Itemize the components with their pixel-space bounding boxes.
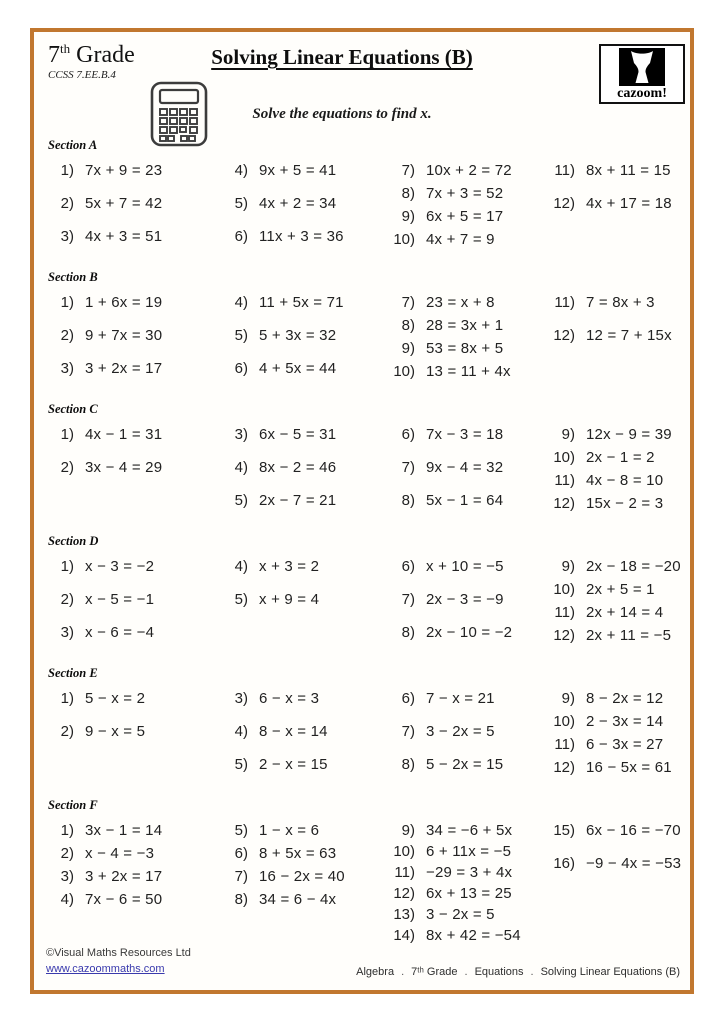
equation-item — [389, 363, 549, 381]
item-number: 12) — [553, 495, 575, 512]
equation-item — [222, 492, 389, 510]
equation-item — [48, 195, 222, 213]
item-number: 16) — [553, 855, 575, 872]
equation-text: 3 − 2x = 5 — [426, 723, 495, 740]
item-number: 2) — [60, 327, 74, 344]
equation-column — [549, 426, 684, 518]
equation-column — [389, 690, 549, 789]
equation-item — [222, 868, 389, 886]
equation-item — [222, 360, 389, 378]
equation-text: 9 + 7x = 30 — [85, 327, 163, 344]
grade-number: 7 — [48, 42, 60, 68]
section-label: Section E — [48, 666, 98, 680]
item-number: 8) — [401, 317, 415, 334]
equation-text: 2 − x = 15 — [259, 756, 328, 773]
equation-column — [222, 690, 389, 789]
equation-item — [389, 340, 549, 358]
equation-item — [549, 162, 684, 180]
equation-item — [549, 736, 684, 754]
item-number: 11) — [554, 472, 575, 489]
breadcrumb-item: Solving Linear Equations (B) — [540, 966, 680, 978]
item-number: 5) — [234, 195, 248, 212]
equation-item — [222, 162, 389, 180]
item-number: 3) — [234, 690, 248, 707]
equation-text: x + 3 = 2 — [259, 558, 320, 575]
item-number: 4) — [234, 162, 248, 179]
section-label: Section A — [48, 138, 98, 152]
section-b — [48, 270, 684, 393]
equation-item — [222, 845, 389, 863]
equation-text: 12 = 7 + 15x — [586, 327, 672, 344]
equation-item — [222, 591, 389, 609]
item-number: 10) — [393, 363, 415, 380]
item-number: 2) — [60, 591, 74, 608]
equation-item — [222, 459, 389, 477]
equation-text: 10x + 2 = 72 — [426, 162, 512, 179]
equation-text: 4x − 1 = 31 — [85, 426, 163, 443]
item-number: 6) — [234, 845, 248, 862]
equation-text: 23 = x + 8 — [426, 294, 495, 311]
equation-text: 5x + 7 = 42 — [85, 195, 163, 212]
equation-text: 11 + 5x = 71 — [259, 294, 344, 311]
equation-text: 2x − 10 = −2 — [426, 624, 513, 641]
equation-item — [389, 723, 549, 741]
item-number: 4) — [234, 558, 248, 575]
equation-column — [389, 822, 549, 948]
equation-item — [48, 868, 222, 886]
item-number: 5) — [234, 756, 248, 773]
equation-text: 3 − 2x = 5 — [426, 906, 495, 923]
equation-item — [222, 426, 389, 444]
equation-item — [389, 558, 549, 576]
equation-text: 6x + 5 = 17 — [426, 208, 504, 225]
item-number: 1) — [60, 558, 74, 575]
item-number: 11) — [554, 604, 575, 621]
equation-text: x − 4 = −3 — [85, 845, 155, 862]
equation-item — [48, 624, 222, 642]
item-number: 3) — [60, 360, 74, 377]
section-a — [48, 138, 684, 261]
item-number: 7) — [234, 868, 248, 885]
footer-left — [46, 946, 191, 978]
equation-item — [48, 891, 222, 909]
section-label: Section D — [48, 534, 99, 548]
equation-text: 6x − 16 = −70 — [586, 822, 681, 839]
equation-text: 16 − 2x = 40 — [259, 868, 345, 885]
equation-text: −29 = 3 + 4x — [426, 864, 513, 881]
equation-item — [389, 426, 549, 444]
item-number: 8) — [401, 185, 415, 202]
grade-ordinal: th — [60, 41, 71, 56]
item-number: 9) — [401, 340, 415, 357]
equation-item — [48, 690, 222, 708]
item-number: 7) — [401, 723, 415, 740]
equation-column — [222, 294, 389, 393]
equation-column — [48, 690, 222, 756]
item-number: 4) — [234, 723, 248, 740]
equation-text: 8x + 11 = 15 — [586, 162, 671, 179]
section-grid — [48, 822, 684, 948]
cazoom-logo — [599, 44, 685, 104]
equation-text: 11x + 3 = 36 — [259, 228, 344, 245]
equation-item — [549, 294, 684, 312]
equation-text: 4 + 5x = 44 — [259, 360, 337, 377]
equation-item — [222, 195, 389, 213]
equation-item — [48, 360, 222, 378]
equation-text: 2x + 5 = 1 — [586, 581, 655, 598]
equation-item — [549, 713, 684, 731]
equation-column — [549, 558, 684, 650]
item-number: 6) — [234, 228, 248, 245]
equation-text: 3x − 4 = 29 — [85, 459, 163, 476]
equation-text: 6 + 11x = −5 — [426, 843, 512, 860]
equation-text: 16 − 5x = 61 — [586, 759, 672, 776]
equation-item — [549, 581, 684, 599]
item-number: 10) — [553, 713, 575, 730]
item-number: 4) — [234, 459, 248, 476]
equation-item — [222, 822, 389, 840]
equation-column — [48, 162, 222, 261]
equation-item — [549, 690, 684, 708]
item-number: 4) — [60, 891, 74, 908]
equation-item — [389, 843, 549, 861]
item-number: 9) — [561, 426, 575, 443]
equation-item — [389, 690, 549, 708]
equation-text: 4x + 2 = 34 — [259, 195, 337, 212]
equation-text: 34 = −6 + 5x — [426, 822, 513, 839]
equation-item — [222, 327, 389, 345]
equation-text: x − 6 = −4 — [85, 624, 155, 641]
breadcrumb-item: 7ᵗʰ Grade — [411, 966, 458, 978]
item-number: 10) — [553, 581, 575, 598]
section-grid — [48, 426, 684, 525]
equation-column — [222, 822, 389, 914]
item-number: 11) — [394, 864, 415, 881]
item-number: 2) — [60, 845, 74, 862]
item-number: 3) — [60, 228, 74, 245]
equation-column — [549, 690, 684, 782]
equation-item — [549, 495, 684, 513]
equation-text: 2x − 3 = −9 — [426, 591, 504, 608]
drum-icon — [619, 48, 665, 86]
website-link[interactable]: www.cazoommaths.com — [46, 963, 165, 976]
equation-column — [389, 162, 549, 254]
item-number: 9) — [561, 690, 575, 707]
item-number: 2) — [60, 195, 74, 212]
item-number: 12) — [553, 195, 575, 212]
item-number: 9) — [401, 208, 415, 225]
item-number: 6) — [401, 426, 415, 443]
equation-text: 3 + 2x = 17 — [85, 868, 163, 885]
equation-item — [48, 822, 222, 840]
equation-text: 7x − 3 = 18 — [426, 426, 504, 443]
item-number: 10) — [553, 449, 575, 466]
item-number: 10) — [393, 843, 415, 860]
equation-column — [48, 558, 222, 657]
equation-item — [222, 723, 389, 741]
item-number: 4) — [234, 294, 248, 311]
equation-text: 12x − 9 = 39 — [586, 426, 672, 443]
equation-text: 3 + 2x = 17 — [85, 360, 163, 377]
equation-item — [48, 845, 222, 863]
item-number: 7) — [401, 591, 415, 608]
item-number: 5) — [234, 591, 248, 608]
equation-item — [389, 927, 549, 945]
equation-item — [549, 822, 684, 840]
breadcrumb — [356, 966, 680, 978]
equation-text: 2x + 11 = −5 — [586, 627, 672, 644]
equation-text: 5x − 1 = 64 — [426, 492, 504, 509]
section-c — [48, 402, 684, 525]
item-number: 8) — [401, 492, 415, 509]
equation-text: 7x − 6 = 50 — [85, 891, 163, 908]
equation-text: 2x + 14 = 4 — [586, 604, 664, 621]
item-number: 11) — [554, 162, 575, 179]
breadcrumb-separator: . — [464, 966, 468, 978]
equation-text: 2x − 1 = 2 — [586, 449, 655, 466]
equation-item — [222, 228, 389, 246]
grade-word: Grade — [70, 42, 135, 68]
page-title: Solving Linear Equations (B) — [211, 45, 473, 69]
equation-column — [222, 426, 389, 525]
equation-text: 8 − x = 14 — [259, 723, 328, 740]
section-d — [48, 534, 684, 657]
section-label: Section C — [48, 402, 98, 416]
equation-text: x − 5 = −1 — [85, 591, 155, 608]
equation-text: 9x − 4 = 32 — [426, 459, 504, 476]
equation-item — [549, 472, 684, 490]
equation-item — [549, 449, 684, 467]
equation-item — [389, 231, 549, 249]
equation-item — [48, 558, 222, 576]
item-number: 10) — [393, 231, 415, 248]
section-grid — [48, 294, 684, 393]
equation-item — [222, 756, 389, 774]
equation-text: 7 − x = 21 — [426, 690, 495, 707]
worksheet-page — [30, 28, 694, 994]
item-number: 2) — [60, 459, 74, 476]
item-number: 13) — [393, 906, 415, 923]
equation-text: x − 3 = −2 — [85, 558, 155, 575]
item-number: 3) — [60, 624, 74, 641]
item-number: 8) — [401, 756, 415, 773]
item-number: 1) — [60, 426, 74, 443]
equation-item — [389, 208, 549, 226]
equation-column — [549, 162, 684, 228]
equation-item — [389, 756, 549, 774]
instructions-text: Solve the equations to find x. — [252, 106, 432, 122]
section-grid — [48, 690, 684, 789]
breadcrumb-item: Equations — [474, 966, 524, 978]
item-number: 5) — [234, 822, 248, 839]
equation-column — [222, 558, 389, 624]
equation-column — [389, 558, 549, 657]
equation-text: 4x + 3 = 51 — [85, 228, 163, 245]
breadcrumb-item: Algebra — [356, 966, 395, 978]
equation-text: 34 = 6 − 4x — [259, 891, 337, 908]
equation-item — [389, 492, 549, 510]
item-number: 11) — [554, 736, 575, 753]
equation-item — [389, 459, 549, 477]
equation-text: 28 = 3x + 1 — [426, 317, 504, 334]
section-f — [48, 798, 684, 948]
equation-text: 2 − 3x = 14 — [586, 713, 664, 730]
item-number: 3) — [60, 868, 74, 885]
equation-text: 2x − 7 = 21 — [259, 492, 337, 509]
section-label: Section B — [48, 270, 98, 284]
item-number: 12) — [393, 885, 415, 902]
equation-item — [549, 855, 684, 873]
equation-text: 6x + 13 = 25 — [426, 885, 512, 902]
logo-text: cazoom! — [617, 86, 667, 101]
equation-text: −9 − 4x = −53 — [586, 855, 682, 872]
equation-item — [389, 162, 549, 180]
item-number: 1) — [60, 294, 74, 311]
breadcrumb-separator: . — [401, 966, 405, 978]
equation-item — [389, 906, 549, 924]
equation-item — [549, 426, 684, 444]
item-number: 1) — [60, 690, 74, 707]
equation-text: 6 − x = 3 — [259, 690, 320, 707]
equation-item — [389, 591, 549, 609]
equation-item — [48, 426, 222, 444]
equation-item — [48, 591, 222, 609]
equation-item — [389, 185, 549, 203]
section-label: Section F — [48, 798, 98, 812]
equation-column — [48, 426, 222, 492]
equation-item — [48, 327, 222, 345]
equation-text: 9 − x = 5 — [85, 723, 146, 740]
equation-item — [389, 822, 549, 840]
equation-column — [389, 294, 549, 386]
equation-text: 1 + 6x = 19 — [85, 294, 163, 311]
item-number: 8) — [234, 891, 248, 908]
equation-text: 2x − 18 = −20 — [586, 558, 681, 575]
sections — [48, 138, 684, 957]
equation-item — [389, 864, 549, 882]
equation-item — [549, 604, 684, 622]
equation-text: 8x + 42 = −54 — [426, 927, 521, 944]
equation-column — [48, 294, 222, 393]
equation-text: 6 − 3x = 27 — [586, 736, 664, 753]
equation-item — [549, 558, 684, 576]
equation-text: 3x − 1 = 14 — [85, 822, 163, 839]
item-number: 1) — [60, 162, 74, 179]
item-number: 15) — [553, 822, 575, 839]
equation-text: 8 + 5x = 63 — [259, 845, 337, 862]
item-number: 6) — [234, 360, 248, 377]
copyright-text: ©Visual Maths Resources Ltd — [46, 947, 191, 960]
equation-text: 15x − 2 = 3 — [586, 495, 664, 512]
item-number: 12) — [553, 759, 575, 776]
equation-item — [549, 195, 684, 213]
equation-item — [222, 690, 389, 708]
equation-item — [222, 294, 389, 312]
item-number: 7) — [401, 459, 415, 476]
equation-item — [48, 228, 222, 246]
item-number: 5) — [234, 327, 248, 344]
item-number: 1) — [60, 822, 74, 839]
item-number: 6) — [401, 690, 415, 707]
equation-column — [48, 822, 222, 914]
equation-text: 1 − x = 6 — [259, 822, 320, 839]
equation-item — [389, 294, 549, 312]
equation-text: 4x − 8 = 10 — [586, 472, 664, 489]
equation-item — [48, 723, 222, 741]
item-number: 3) — [234, 426, 248, 443]
item-number: 12) — [553, 627, 575, 644]
item-number: 6) — [401, 558, 415, 575]
section-e — [48, 666, 684, 789]
equation-column — [549, 822, 684, 888]
equation-column — [389, 426, 549, 525]
equation-item — [222, 891, 389, 909]
equation-column — [549, 294, 684, 360]
equation-item — [389, 885, 549, 903]
equation-text: 53 = 8x + 5 — [426, 340, 504, 357]
equation-text: x + 10 = −5 — [426, 558, 504, 575]
item-number: 9) — [401, 822, 415, 839]
equation-text: 4x + 17 = 18 — [586, 195, 672, 212]
equation-item — [48, 294, 222, 312]
section-grid — [48, 558, 684, 657]
equation-text: 7x + 3 = 52 — [426, 185, 504, 202]
equation-text: x + 9 = 4 — [259, 591, 320, 608]
equation-item — [389, 624, 549, 642]
equation-text: 9x + 5 = 41 — [259, 162, 337, 179]
equation-item — [389, 317, 549, 335]
equation-text: 6x − 5 = 31 — [259, 426, 337, 443]
equation-text: 8x − 2 = 46 — [259, 459, 337, 476]
equation-text: 5 + 3x = 32 — [259, 327, 337, 344]
equation-item — [222, 558, 389, 576]
equation-text: 5 − x = 2 — [85, 690, 146, 707]
item-number: 2) — [60, 723, 74, 740]
item-number: 14) — [393, 927, 415, 944]
section-grid — [48, 162, 684, 261]
equation-text: 8 − 2x = 12 — [586, 690, 664, 707]
item-number: 11) — [554, 294, 575, 311]
item-number: 8) — [401, 624, 415, 641]
equation-item — [549, 759, 684, 777]
equation-text: 7x + 9 = 23 — [85, 162, 163, 179]
equation-text: 5 − 2x = 15 — [426, 756, 504, 773]
item-number: 5) — [234, 492, 248, 509]
item-number: 9) — [561, 558, 575, 575]
equation-text: 4x + 7 = 9 — [426, 231, 495, 248]
equation-text: 13 = 11 + 4x — [426, 363, 511, 380]
equation-item — [549, 627, 684, 645]
equation-item — [549, 327, 684, 345]
item-number: 7) — [401, 162, 415, 179]
item-number: 7) — [401, 294, 415, 311]
equation-item — [48, 162, 222, 180]
equation-item — [48, 459, 222, 477]
item-number: 12) — [553, 327, 575, 344]
equation-column — [222, 162, 389, 261]
breadcrumb-separator: . — [530, 966, 534, 978]
equation-text: 7 = 8x + 3 — [586, 294, 655, 311]
ccss-code: CCSS 7.EE.B.4 — [48, 69, 116, 82]
